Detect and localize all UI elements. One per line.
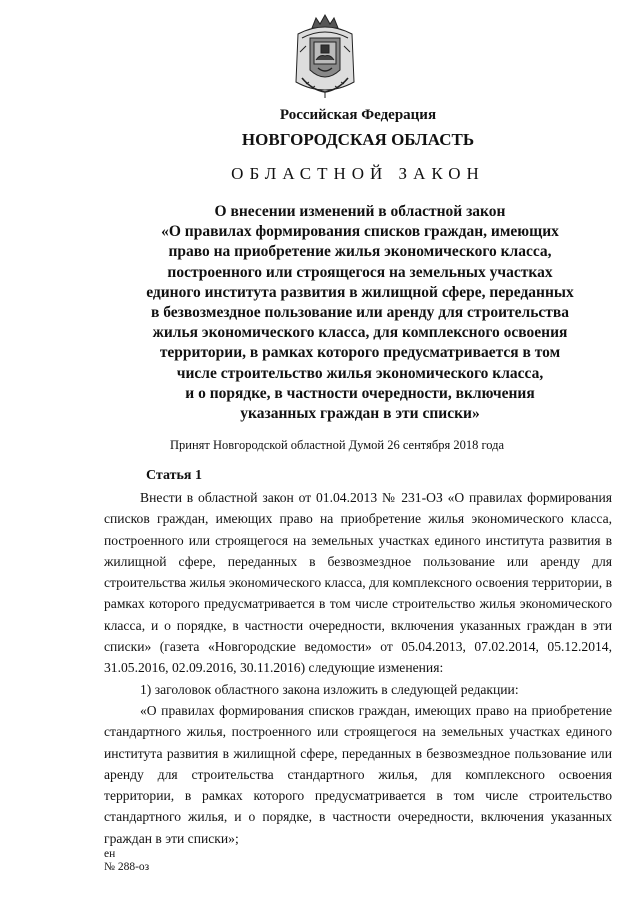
- title-line: указанных граждан в эти списки»: [240, 405, 480, 423]
- article-heading: Статья 1: [146, 468, 202, 483]
- title-line: территории, в рамках которого предусматривается в том: [159, 344, 561, 362]
- title-line: «О правилах формирования списков граждан, имеющих: [161, 223, 559, 241]
- paragraph: «О правилах формирования списков граждан, имеющих право на приобретение стандартного жилья, построенного или строящегося на земельных участках единого института развития в жилищной сфере, переданных в безвозмездное пользование или аренду для строительства стандартного жилья, для комплексного освоения территории, в рамках которого предусматривается в том числе строительство стандартного жилья, и о порядке, в частности очередности, включения указанных граждан в эти списки»;: [104, 702, 612, 846]
- title-line: право на приобретение жилья экономического класса,: [168, 243, 552, 261]
- region-name: НОВГОРОДСКАЯ ОБЛАСТЬ: [241, 130, 475, 149]
- paragraph: 1) заголовок областного закона изложить в следующей редакции:: [140, 681, 519, 697]
- title-line: О внесении изменений в областной закон: [214, 203, 506, 220]
- title-line: в безвозмездное пользование или аренду для строительства: [150, 304, 570, 322]
- document-kind: ОБЛАСТНОЙ ЗАКОН: [231, 164, 485, 183]
- coat-of-arms-icon: [292, 12, 358, 100]
- adoption-note: Принят Новгородской областной Думой 26 сентября 2018 года: [170, 438, 505, 452]
- footer-initials: ен: [104, 848, 116, 860]
- footer-number: № 288-оз: [104, 861, 150, 873]
- law-title: [120, 202, 600, 424]
- title-line: построенного или строящегося на земельных участках: [167, 263, 553, 281]
- title-line: числе строительство жилья экономического класса,: [176, 364, 544, 382]
- title-line: жилья экономического класса, для комплексного освоения: [152, 324, 568, 342]
- paragraph: Внести в областной закон от 01.04.2013 № 231-ОЗ «О правилах формирования списков граждан, имеющих право на приобретение жилья экономического класса, построенного или строящегося на земельных участках единого института развития в жилищной сфере, переданных в безвозмездное пользование или аренду для строительства жилья экономического класса, для комплексного освоения территории, в рамках которого предусматривается в том числе строительство жилья экономического класса, и о порядке, в частности очередности, включения указанных граждан в эти списки» (газета «Новгородские ведомости» от 05.04.2013, 07.02.2014, 05.12.2014, 31.05.2016, 02.09.2016, 30.11.2016) следующие изменения:: [104, 490, 612, 676]
- title-line: и о порядке, в частности очередности, включения: [185, 384, 535, 402]
- title-line: единого института развития в жилищной сфере, переданных: [146, 283, 574, 301]
- country-name: Российская Федерация: [279, 107, 437, 123]
- article-body: [104, 487, 612, 849]
- footer-note: [104, 848, 149, 874]
